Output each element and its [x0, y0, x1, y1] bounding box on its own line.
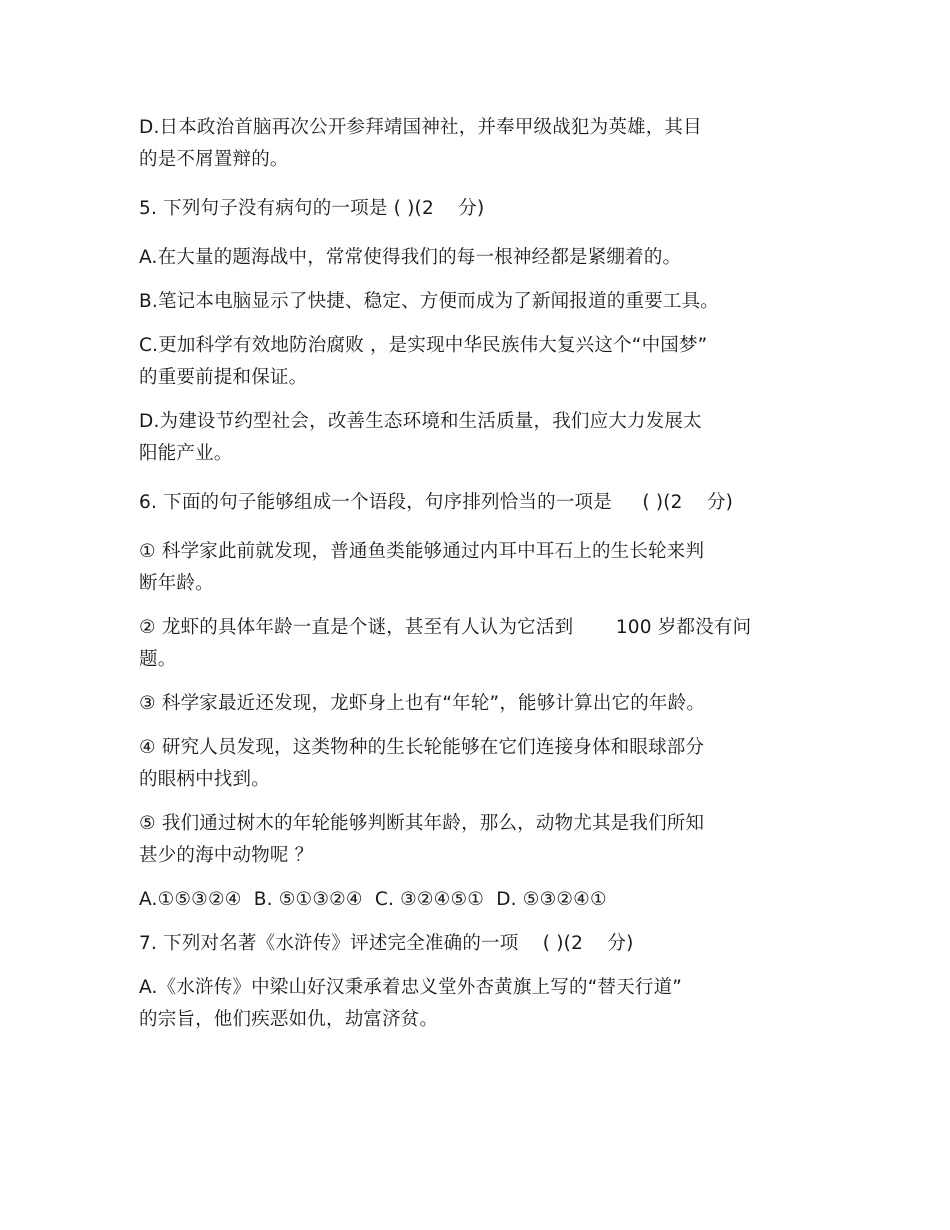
text-line: 的宗旨，他们疾恶如仇，劫富济贫。	[139, 1009, 439, 1030]
text-line: C.更加科学有效地防治腐败 ，是实现中华民族伟大复兴这个“中国梦”	[139, 335, 708, 356]
q5-option-a: A.在大量的题海战中，常常使得我们的每一根神经都是紧绷着的。	[139, 247, 682, 268]
question-5-stem: 5. 下列句子没有病句的一项是 ( )(2 分)	[139, 198, 485, 219]
text-line: 甚少的海中动物呢 ？	[139, 845, 314, 866]
text-line: D.日本政治首脑再次公开参拜靖国神社，并奉甲级战犯为英雄，其目	[139, 117, 702, 138]
question-6-stem: 6. 下面的句子能够组成一个语段，句序排列恰当的一项是 ( )(2 分)	[139, 492, 734, 513]
text-line: ④ 研究人员发现，这类物种的生长轮能够在它们连接身体和眼球部分	[139, 737, 705, 758]
document-page	[139, 112, 819, 1036]
q5-option-d	[139, 406, 819, 470]
text-line: D.为建设节约型社会，改善生态环境和生活质量，我们应大力发展太	[139, 411, 702, 432]
text-line: 的是不屑置辩的。	[139, 149, 289, 170]
text-line: ⑤ 我们通过树木的年轮能够判断其年龄，那么，动物尤其是我们所知	[139, 813, 705, 834]
q4-option-d	[139, 112, 819, 176]
q6-sentence-1	[139, 536, 819, 600]
text-line: 断年龄。	[139, 573, 214, 594]
q6-sentence-2	[139, 612, 819, 676]
q6-sentence-5	[139, 808, 819, 872]
q7-option-a	[139, 972, 819, 1036]
text-line: 阳能产业。	[139, 443, 233, 464]
text-line: 的眼柄中找到。	[139, 769, 270, 790]
text-line: 题。	[139, 649, 177, 670]
q6-options: A.①⑤③②④ B. ⑤①③②④ C. ③②④⑤① D. ⑤③②④①	[139, 889, 607, 910]
q5-option-c	[139, 330, 819, 394]
question-7-stem: 7. 下列对名著《水浒传》评述完全准确的一项 ( )(2 分)	[139, 933, 634, 954]
text-line: 的重要前提和保证。	[139, 367, 308, 388]
q5-option-b: B.笔记本电脑显示了快捷、稳定、方便而成为了新闻报道的重要工具。	[139, 291, 719, 312]
text-line: ① 科学家此前就发现，普通鱼类能够通过内耳中耳石上的生长轮来判	[139, 541, 705, 562]
text-line: A.《水浒传》中梁山好汉秉承着忠义堂外杏黄旗上写的“替天行道”	[139, 977, 683, 998]
text-line: ② 龙虾的具体年龄一直是个谜，甚至有人认为它活到 100 岁都没有问	[139, 617, 752, 638]
q6-sentence-4	[139, 732, 819, 796]
q6-sentence-3: ③ 科学家最近还发现，龙虾身上也有“年轮”，能够计算出它的年龄。	[139, 693, 706, 714]
